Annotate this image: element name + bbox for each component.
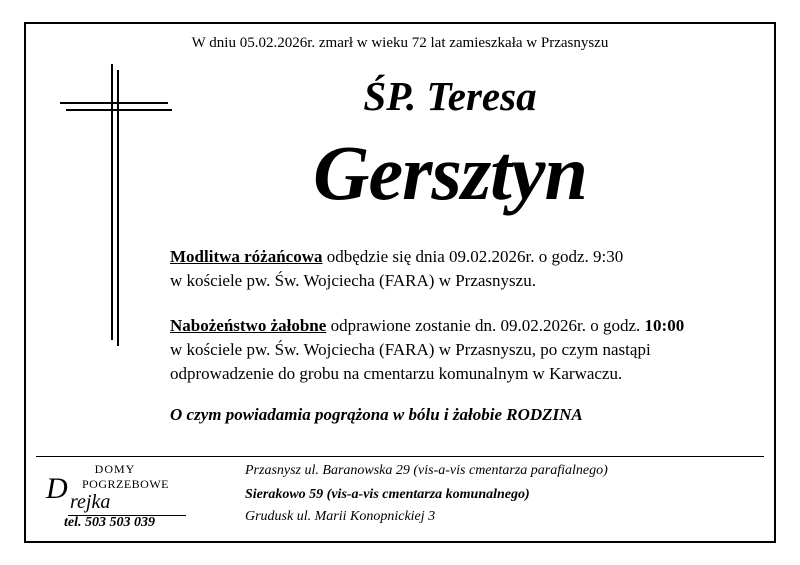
family-announcement: O czym powiadamia pogrążona w bólu i żałobie RODZINA bbox=[170, 405, 583, 424]
funeral-home-phone: tel. 503 503 039 bbox=[64, 515, 155, 530]
address-sierakowo: Sierakowo 59 (vis-a-vis cmentarza komunalnego) bbox=[245, 487, 530, 502]
funeral-line-1 bbox=[170, 314, 730, 338]
funeral-line-2: w kościele pw. Św. Wojciecha (FARA) w Przasnyszu, po czym nastąpi bbox=[170, 340, 651, 359]
funeral-text-1: odprawione zostanie dn. 09.02.2026r. o godz. bbox=[326, 316, 645, 335]
funeral-lead: Nabożeństwo żałobne bbox=[170, 316, 327, 335]
logo-name: rejka bbox=[70, 491, 111, 513]
death-notice-line: W dniu 05.02.2026r. zmarł w wieku 72 lat zamieszkała w Przasnyszu bbox=[191, 35, 609, 51]
logo-initial: D bbox=[46, 472, 68, 505]
address-grudusk: Grudusk ul. Marii Konopnickiej 3 bbox=[245, 509, 436, 524]
rosary-line-1 bbox=[170, 245, 730, 269]
rosary-paragraph bbox=[170, 245, 730, 293]
address-przasnysz: Przasnysz ul. Baranowska 29 (vis-a-vis cmentarza parafialnego) bbox=[245, 463, 608, 478]
logo-line-1: DOMY bbox=[94, 462, 136, 476]
logo-line-2: POGRZEBOWE bbox=[82, 477, 169, 491]
rosary-text-1: odbędzie się dnia 09.02.2026r. o godz. 9:30 bbox=[322, 247, 624, 266]
funeral-paragraph bbox=[170, 314, 730, 386]
funeral-time: 10:00 bbox=[644, 316, 685, 335]
rosary-lead: Modlitwa różańcowa bbox=[170, 247, 323, 266]
rosary-line-2: w kościele pw. Św. Wojciecha (FARA) w Przasnyszu. bbox=[170, 271, 536, 290]
deceased-surname: Gersztyn bbox=[313, 129, 587, 216]
footer-divider bbox=[36, 456, 764, 457]
deceased-first-name: ŚP. Teresa bbox=[363, 73, 537, 119]
funeral-line-3: odprowadzenie do grobu na cmentarzu komunalnym w Karwaczu. bbox=[170, 364, 623, 383]
